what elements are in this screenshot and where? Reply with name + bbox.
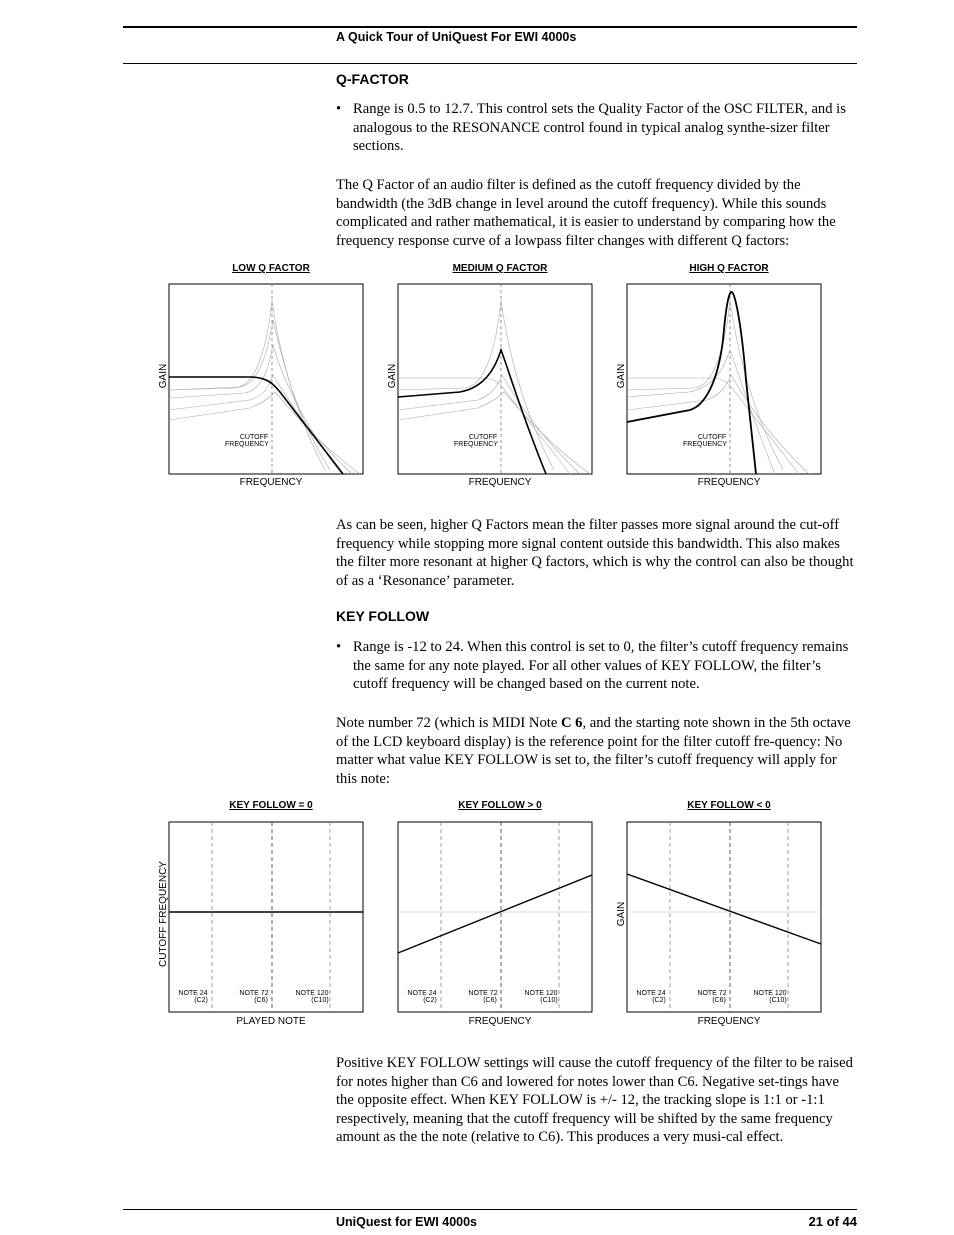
y-axis-label: GAIN — [387, 363, 398, 389]
keyfollow-paragraph-1-c: , and the starting note shown in the 5th octave of the LCD keyboard display) is the reference point for the filter cutoff fre-quency: No matter what value KEY FOLLOW is set to, the filter’s cutoff frequency will apply for this note: — [336, 715, 851, 787]
kf-chart-frame — [627, 822, 821, 1012]
kf-chart-frame — [169, 822, 363, 1012]
q-chart-title: LOW Q FACTOR — [232, 263, 310, 274]
key-follow-line — [398, 875, 592, 953]
note-label: NOTE 120 — [295, 990, 329, 997]
note-label: NOTE 24 — [636, 990, 666, 997]
note-label: (C2) — [652, 997, 666, 1004]
note-label: NOTE 120 — [524, 990, 558, 997]
y-axis-label: CUTOFF FREQUENCY — [158, 861, 169, 967]
kf-chart-negative — [616, 800, 821, 1027]
cutoff-label: CUTOFF — [239, 434, 269, 441]
reference-curve — [169, 392, 360, 474]
page-number: 21 of 44 — [808, 1214, 857, 1229]
reference-curve — [398, 392, 590, 474]
reference-curve — [627, 378, 799, 474]
q-chart-title: MEDIUM Q FACTOR — [452, 263, 548, 274]
qfactor-heading: Q-FACTOR — [336, 71, 409, 87]
response-curve — [398, 350, 546, 474]
keyfollow-paragraph-1 — [336, 714, 856, 788]
q-factor-figure — [150, 255, 840, 495]
note-label: (C6) — [254, 997, 268, 1004]
note-label: (C6) — [712, 997, 726, 1004]
note-label: (C2) — [423, 997, 437, 1004]
y-axis-label: GAIN — [158, 363, 169, 389]
q-chart-low — [158, 263, 363, 488]
note-label: NOTE 24 — [178, 990, 208, 997]
kf-chart-title: KEY FOLLOW = 0 — [229, 800, 313, 811]
x-axis-label: FREQUENCY — [697, 1016, 761, 1027]
bullet-marker: • — [336, 639, 342, 655]
keyfollow-bullet — [336, 638, 856, 695]
x-axis-label: FREQUENCY — [468, 1016, 532, 1027]
qfactor-paragraph-2: As can be seen, higher Q Factors mean the filter passes more signal around the cut-off frequency while stopping more signal content outside this bandwidth. This also makes the filter more resonant at higher Q factors, which is why the control can also be thought of as a ‘Resonance’ parameter. — [336, 517, 854, 589]
cutoff-label: CUTOFF — [697, 434, 727, 441]
note-label: (C10) — [311, 997, 329, 1004]
q-chart-title: HIGH Q FACTOR — [689, 263, 769, 274]
header-bottom-rule — [123, 63, 857, 64]
note-label: (C10) — [769, 997, 787, 1004]
keyfollow-heading: KEY FOLLOW — [336, 608, 430, 624]
key-follow-line — [627, 874, 821, 944]
kf-chart-zero — [158, 800, 363, 1027]
kf-chart-frame — [398, 822, 592, 1012]
cutoff-label: FREQUENCY — [454, 441, 498, 448]
y-axis-label: GAIN — [616, 363, 627, 389]
key-follow-figure — [150, 795, 840, 1035]
kf-chart-title: KEY FOLLOW < 0 — [687, 800, 771, 811]
q-chart-medium — [387, 263, 592, 488]
x-axis-label: FREQUENCY — [468, 477, 532, 488]
midi-note-label: C 6 — [560, 715, 583, 731]
note-label: NOTE 24 — [407, 990, 437, 997]
keyfollow-paragraph-2: Positive KEY FOLLOW settings will cause the cutoff frequency of the filter to be raised for notes higher than C6 and lowered for notes lower than C6. Negative set-tings have the opposite effect. When KEY FOLLOW is +/- 12, the tracking slope is 1:1 or -1:1 respectively, meaning that the cutoff frequency will be shifted by the same frequency amount as the the note (relative to C6). This produces a very musi-cal effect. — [336, 1055, 853, 1146]
reference-curve — [169, 375, 352, 474]
reference-curve — [398, 375, 580, 474]
note-label: (C10) — [540, 997, 558, 1004]
bullet-marker: • — [336, 101, 342, 117]
running-header: A Quick Tour of UniQuest For EWI 4000s — [336, 30, 577, 44]
header-top-rule — [123, 26, 857, 28]
keyfollow-paragraph-1-a: Note number 72 (which is MIDI Note — [336, 715, 561, 731]
note-label: (C6) — [483, 997, 497, 1004]
qfactor-bullet-text: Range is 0.5 to 12.7. This control sets the Quality Factor of the OSC FILTER, and is analogous to the RESONANCE control found in typical analog synthe-sizer filter sections. — [353, 101, 846, 155]
x-axis-label: PLAYED NOTE — [236, 1016, 306, 1027]
note-label: (C2) — [194, 997, 208, 1004]
reference-curve — [169, 345, 340, 472]
keyfollow-bullet-text: Range is -12 to 24. When this control is set to 0, the filter’s cutoff frequency remains the same for any note played. For all other values of KEY FOLLOW, the filter’s cutoff frequency will be changed based on the current note. — [353, 639, 849, 693]
reference-curve — [627, 375, 809, 474]
reference-curve — [627, 350, 775, 474]
note-label: NOTE 120 — [753, 990, 787, 997]
note-label: NOTE 72 — [697, 990, 727, 997]
kf-chart-title: KEY FOLLOW > 0 — [458, 800, 542, 811]
note-label: NOTE 72 — [239, 990, 269, 997]
qfactor-paragraph-1: The Q Factor of an audio filter is defined as the cutoff frequency divided by the bandwidth (the 3dB change in level around the cutoff frequency). While this sounds complicated and rather mathematical, it is easier to understand by comparing how the frequency response curve of a lowpass filter changes with different Q factors: — [336, 177, 836, 249]
qfactor-bullet — [336, 100, 856, 157]
cutoff-label: FREQUENCY — [683, 441, 727, 448]
footer-title: UniQuest for EWI 4000s — [336, 1215, 478, 1229]
y-axis-label: GAIN — [616, 901, 627, 927]
cutoff-label: CUTOFF — [468, 434, 498, 441]
cutoff-label: FREQUENCY — [225, 441, 269, 448]
footer-rule — [123, 1209, 857, 1210]
x-axis-label: FREQUENCY — [697, 477, 761, 488]
kf-chart-positive — [398, 800, 592, 1027]
response-curve — [169, 377, 343, 474]
reference-curve — [398, 378, 570, 474]
x-axis-label: FREQUENCY — [239, 477, 303, 488]
note-label: NOTE 72 — [468, 990, 498, 997]
q-chart-high — [616, 263, 821, 488]
